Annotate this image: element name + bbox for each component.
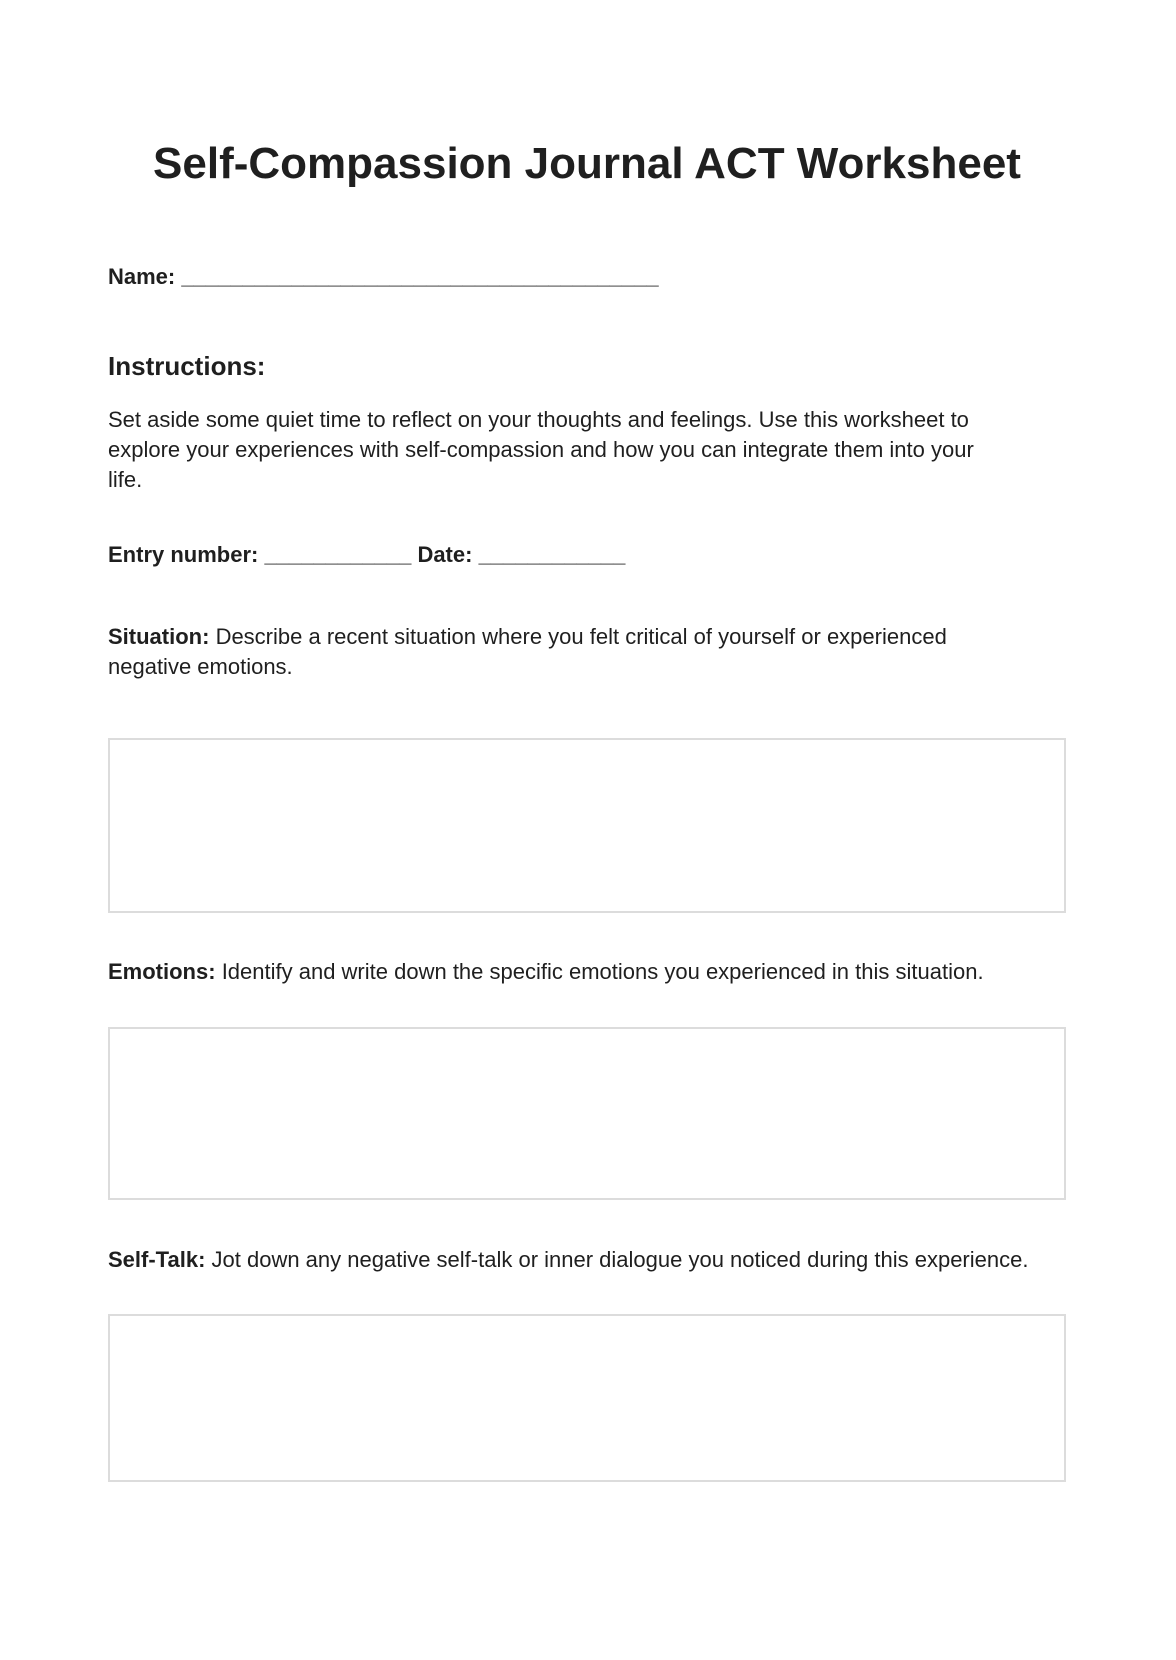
date-blank-line[interactable]: ____________ [478,542,626,567]
name-blank-line[interactable]: _______________________________________ [181,264,659,289]
page-title: Self-Compassion Journal ACT Worksheet [153,139,1021,188]
emotions-prompt-text: Identify and write down the specific emotions you experienced in this situation. [221,959,984,984]
self-talk-label: Self-Talk: [108,1247,206,1272]
entry-number-blank-line[interactable]: ____________ [264,542,412,567]
name-label: Name: [108,264,176,289]
situation-label: Situation: [108,624,210,649]
situation-prompt [108,622,1013,682]
instructions-heading: Instructions: [108,351,266,381]
section-situation [108,622,1066,913]
situation-answer-box[interactable] [108,738,1066,913]
entry-number-label: Entry number: [108,542,259,567]
name-row [108,262,1066,292]
situation-prompt-text: Describe a recent situation where you felt critical of yourself or experienced negative emotions. [108,624,947,679]
instructions-text: Set aside some quiet time to reflect on your thoughts and feelings. Use this worksheet to explore your experiences with self-compassion and how you can integrate them into your life. [108,407,974,492]
emotions-label: Emotions: [108,959,216,984]
self-talk-prompt-text: Jot down any negative self-talk or inner dialogue you noticed during this experience. [211,1247,1029,1272]
emotions-prompt [108,957,1066,987]
section-self-talk [108,1245,1066,1482]
emotions-answer-box[interactable] [108,1027,1066,1200]
entry-date-row [108,540,1066,570]
self-talk-prompt [108,1245,1066,1275]
self-talk-answer-box[interactable] [108,1314,1066,1482]
section-emotions [108,957,1066,1200]
date-label: Date: [417,542,473,567]
